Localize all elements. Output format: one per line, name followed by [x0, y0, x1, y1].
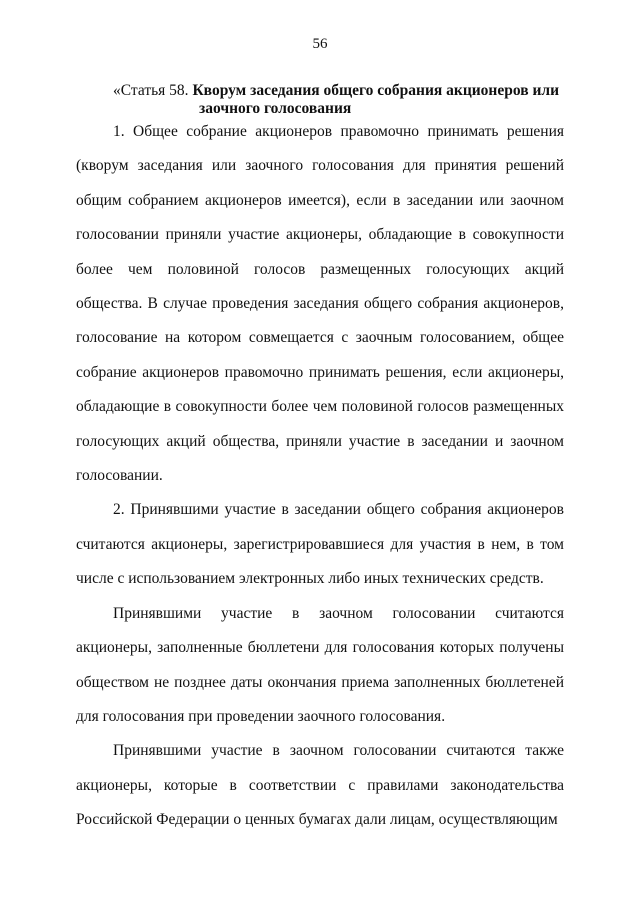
paragraph-2: 2. Принявшими участие в заседании общего собрания акционеров считаются акционеры, зарегистрировавшиеся для участия в нем, в том числе с использованием электронных либо иных технических средств.: [76, 501, 564, 588]
article-heading: [113, 82, 583, 118]
article-body: [76, 115, 564, 838]
article-label: «Статья 58.: [113, 82, 189, 99]
page-number: 56: [312, 36, 328, 52]
paragraph-3: Принявшими участие в заочном голосовании считаются акционеры, заполненные бюллетени для голосования которых получены обществом не позднее даты окончания приема заполненных бюллетеней для голосования при проведении заочного голосования.: [76, 604, 564, 725]
paragraph-4: Принявшими участие в заочном голосовании считаются также акционеры, которые в соответствии с правилами законодательства Российской Федерации о ценных бумагах дали лицам, осуществляющим: [76, 742, 564, 829]
article-title-line1: Кворум заседания общего собрания акционеров или: [192, 82, 560, 99]
article-title-line2: заочного голосования: [199, 100, 352, 117]
paragraph-1: 1. Общее собрание акционеров правомочно принимать решения (кворум заседания или заочного голосования для принятия решений общим собранием акционеров имеется), если в заседании или заочном голосовании приняли участие акционеры, обладающие в совокупности более чем половиной голосов размещенных голосующих акций общества. В случае проведения заседания общего собрания акционеров, голосование на котором совмещается с заочным голосованием, общее собрание акционеров правомочно принимать решения, если акционеры, обладающие в совокупности более чем половиной голосов размещенных голосующих акций общества, приняли участие в заседании и заочном голосовании.: [76, 123, 564, 485]
